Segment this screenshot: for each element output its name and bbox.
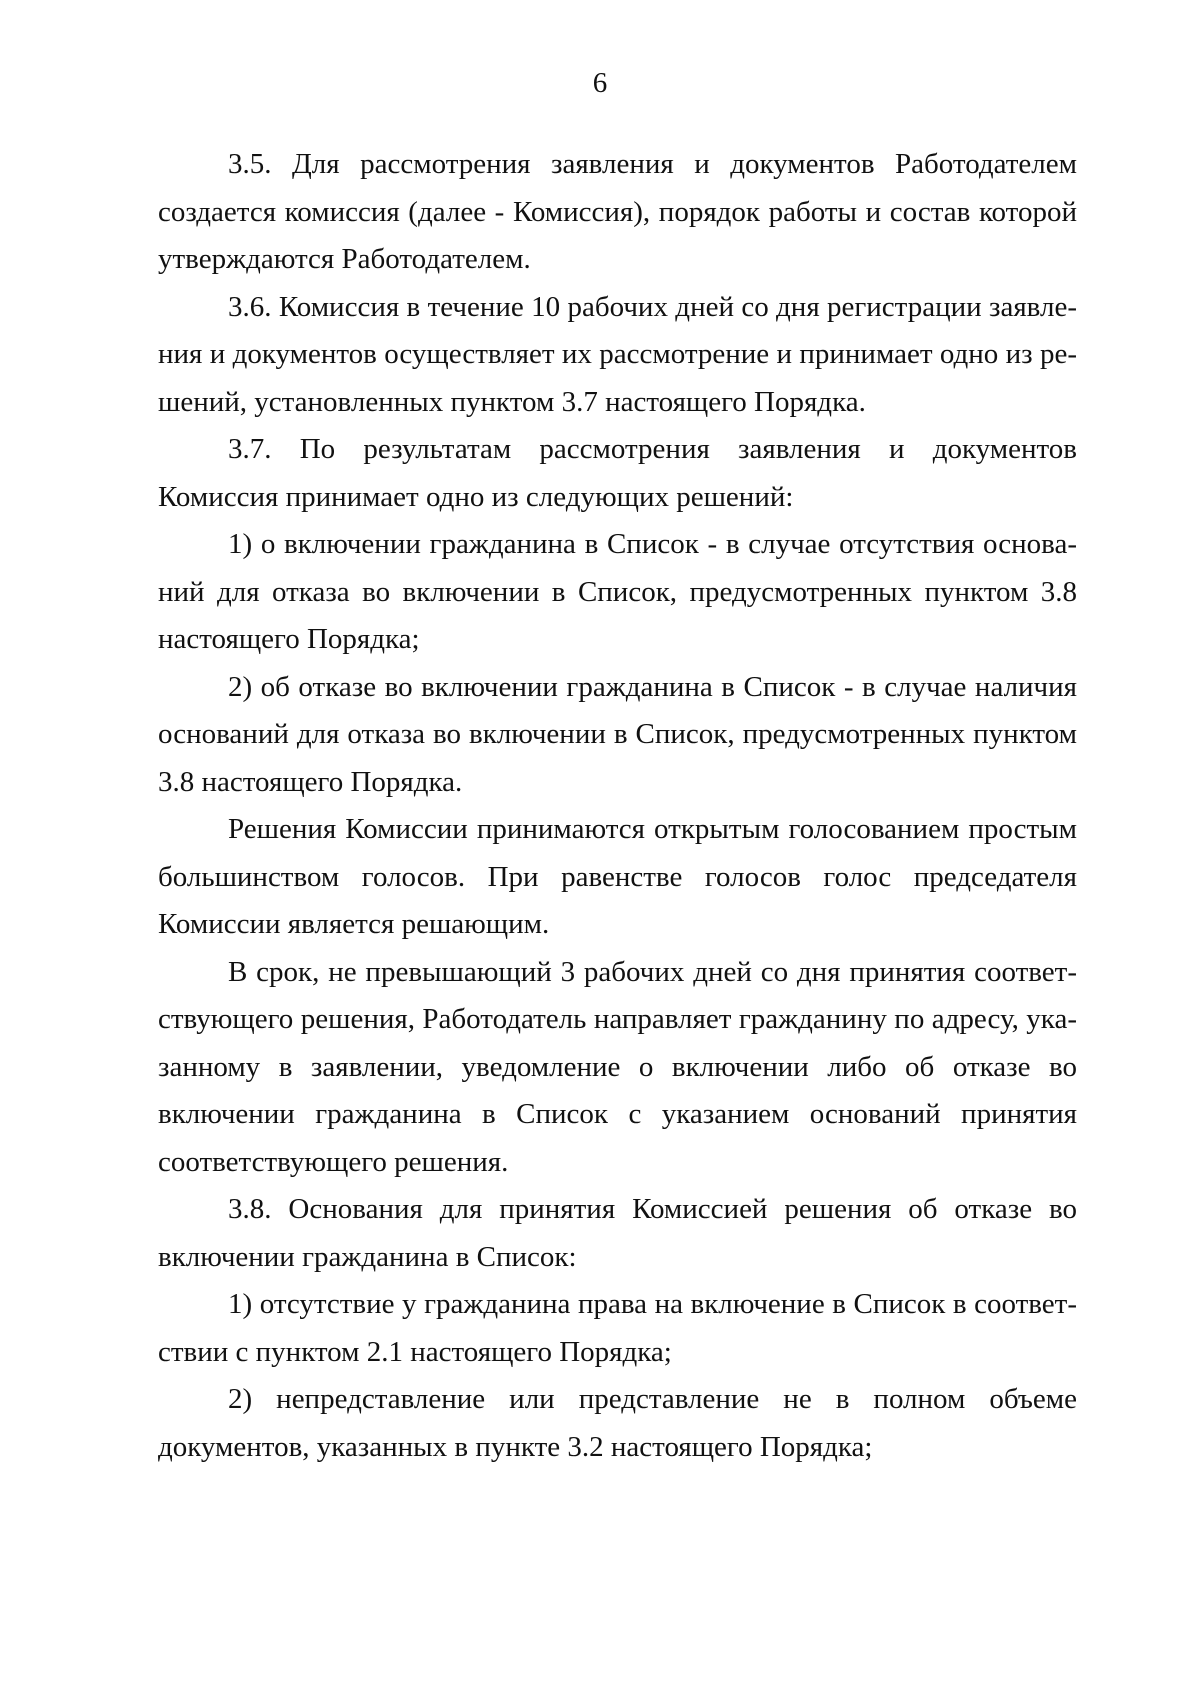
paragraph-notification-deadline: В срок, не превышающий 3 рабочих дней со дня принятия соответствующего решения, Работодатель направляет гражданину по адресу, указанному в заявлении, уведомление о включении либо об отказе во включении гражданина в Список с указанием оснований принятия соответствующего решения. <box>158 955 1077 1178</box>
document-body <box>158 141 1077 1471</box>
paragraph-3-7-item-1: 1) о включении гражданина в Список - в случае отсутствия оснований для отказа во включении в Список, предусмотренных пунктом 3.8 настоящего Порядка; <box>158 528 1077 655</box>
page-number: 6 <box>592 67 608 99</box>
paragraph-3-6: 3.6. Комиссия в течение 10 рабочих дней со дня регистрации заявления и документов осуществляет их рассмотрение и принимает одно из решений, установленных пунктом 3.7 настоящего Порядка. <box>158 290 1077 418</box>
paragraph-commission-decisions: Решения Комиссии принимаются открытым голосованием простым большинством голосов. При равенстве голосов голос председателя Комиссии является решающим. <box>158 813 1077 940</box>
paragraph-3-7: 3.7. По результатам рассмотрения заявления и документов Комиссия принимает одно из следующих решений: <box>158 433 1077 513</box>
paragraph-3-5: 3.5. Для рассмотрения заявления и документов Работодателем создается комиссия (далее - Комиссия), порядок работы и состав которой утверждаются Работодателем. <box>158 148 1077 275</box>
paragraph-3-7-item-2: 2) об отказе во включении гражданина в Список - в случае наличия оснований для отказа во включении в Список, предусмотренных пунктом 3.8 настоящего Порядка. <box>158 670 1077 798</box>
paragraph-3-8-item-2: 2) непредставление или представление не в полном объеме документов, указанных в пункте 3.2 настоящего Порядка; <box>158 1383 1077 1463</box>
paragraph-3-8-item-1: 1) отсутствие у гражданина права на включение в Список в соответствии с пунктом 2.1 настоящего Порядка; <box>158 1288 1077 1368</box>
paragraph-3-8: 3.8. Основания для принятия Комиссией решения об отказе во включении гражданина в Список: <box>158 1193 1077 1273</box>
